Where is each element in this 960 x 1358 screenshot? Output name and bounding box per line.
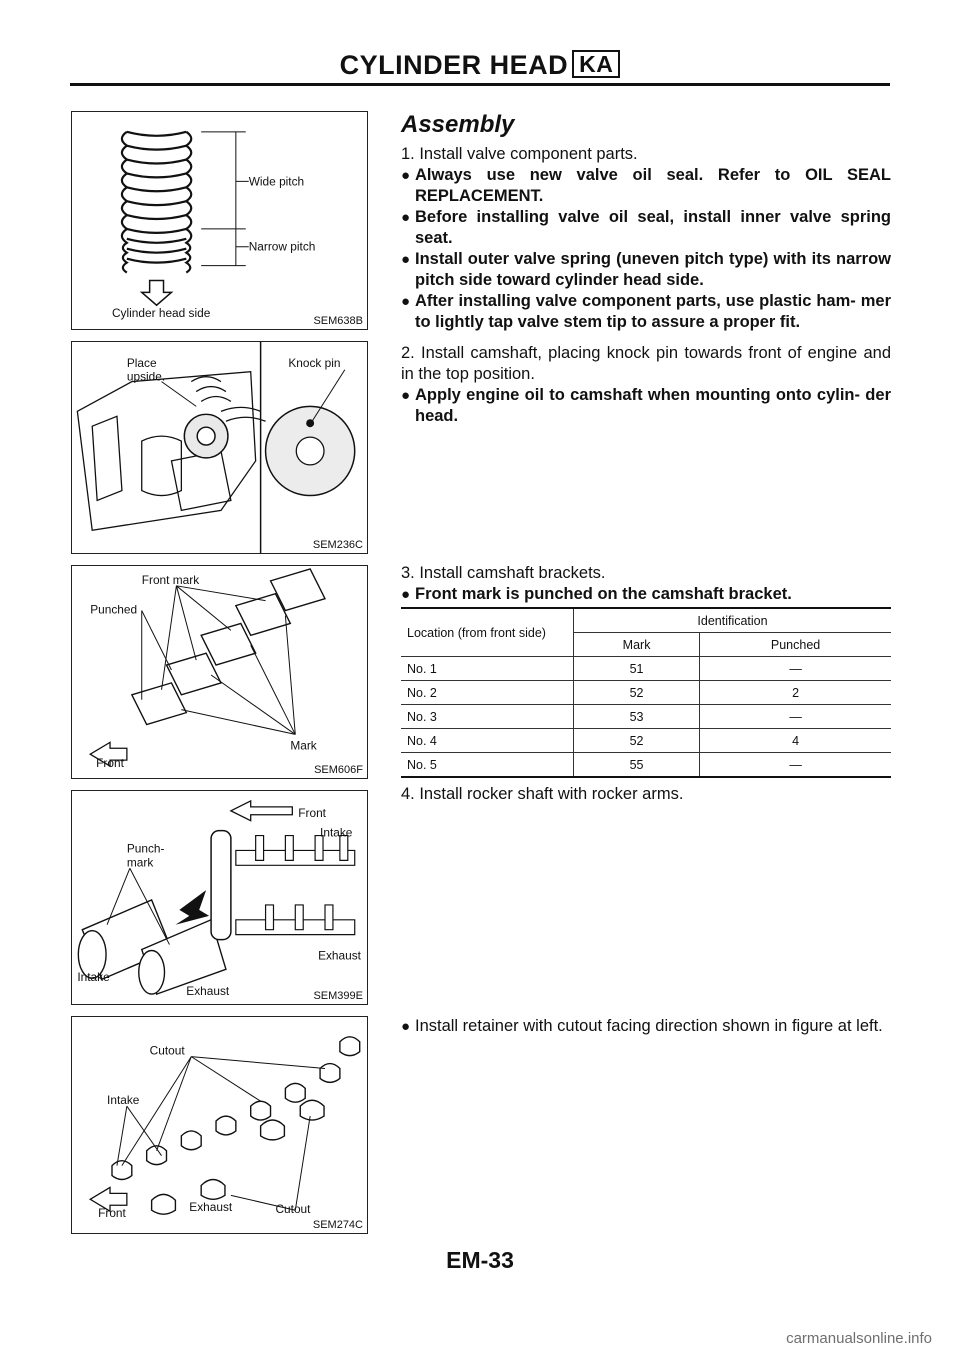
label-cylinder-head-side: Cylinder head side [111,306,211,321]
label-mark: Mark [290,738,317,753]
rocker-shaft-illustration [72,791,367,1004]
bullet-icon: ● [401,251,411,268]
camshaft-brackets-illustration [72,566,367,778]
figure-camshaft-brackets [71,565,368,779]
table-header-location: Location (from front side) [401,608,574,657]
retainer-bullet: ● Install retainer with cutout facing direction shown in figure at left. [401,1017,883,1035]
label-punch-mark-2: mark [126,855,154,870]
table-row: No. 4 52 4 [401,729,891,753]
figure-code: SEM606F [314,764,363,776]
step-1-bullet: ● Before installing valve oil seal, install inner valve spring seat. [401,208,891,247]
label-exhaust: Exhaust [189,1200,233,1215]
label-intake-left: Intake [77,970,110,985]
bracket-identification-table [401,607,891,778]
step-4-text: 4. Install rocker shaft with rocker arms. [401,785,684,803]
engine-badge: KA [572,50,620,78]
step-2-block [401,343,891,427]
figure-retainer-cutout [71,1016,368,1234]
step-1-bullet: ● After installing valve component parts, use plastic ham- mer to lightly tap valve stem tip to assure a proper fit. [401,292,891,331]
step-2-text: 2. Install camshaft, placing knock pin towards front of engine and in the top position. [401,344,891,383]
step-3-block [401,563,891,605]
table-row: No. 1 51 — [401,657,891,681]
label-cutout-top: Cutout [149,1043,185,1058]
table-header-punched: Punched [700,633,891,657]
header-title: CYLINDER HEAD [339,50,569,80]
label-intake-right: Intake [320,825,353,840]
bullet-icon: ● [401,387,411,404]
page-header [0,50,960,81]
label-cutout-bottom: Cutout [275,1202,311,1217]
label-front: Front [96,756,124,771]
label-punch-mark-1: Punch- [126,841,165,856]
step-1-text: 1. Install valve component parts. [401,145,638,163]
valve-spring-illustration [72,112,367,329]
figure-code: SEM638B [313,315,363,327]
label-narrow-pitch: Narrow pitch [248,239,316,254]
label-wide-pitch: Wide pitch [248,174,305,189]
bullet-icon: ● [401,586,411,603]
page-number: EM-33 [446,1247,514,1273]
step-3-text: 3. Install camshaft brackets. [401,564,606,582]
step-1-bullet: ● Install outer valve spring (uneven pitch type) with its narrow pitch side toward cylinder head side. [401,250,891,289]
table-header-identification: Identification [574,608,892,633]
figure-code: SEM274C [312,1219,363,1231]
label-front: Front [298,805,326,820]
label-exhaust-right: Exhaust [318,948,361,963]
figure-camshaft-install [71,341,368,554]
bullet-icon: ● [401,167,411,184]
step-1-bullet: ● Always use new valve oil seal. Refer to OIL SEAL REPLACEMENT. [401,166,891,205]
table-row: No. 5 55 — [401,753,891,778]
bullet-icon: ● [401,293,411,310]
step-1-block [401,144,891,333]
figure-rocker-shaft [71,790,368,1005]
step-3-bullet: ● Front mark is punched on the camshaft bracket. [401,585,792,603]
figure-code: SEM399E [313,990,363,1002]
label-place: Place [126,355,157,370]
section-heading: Assembly [401,111,515,138]
figure-valve-spring [71,111,368,330]
bullet-icon: ● [401,209,411,226]
table-row: No. 3 53 — [401,705,891,729]
label-intake: Intake [107,1093,140,1108]
table-header-mark: Mark [574,633,700,657]
header-rule [70,83,890,86]
retainer-instruction [401,1016,891,1037]
label-exhaust-left: Exhaust [186,984,230,999]
retainer-illustration [72,1017,367,1233]
camshaft-illustration [72,342,367,553]
watermark: carmanualsonline.info [786,1330,932,1347]
label-front-mark: Front mark [141,572,200,587]
bullet-icon: ● [401,1018,411,1035]
label-front: Front [98,1206,126,1221]
figure-code: SEM236C [312,539,363,551]
step-2-bullet: ● Apply engine oil to camshaft when mounting onto cylin- der head. [401,386,891,425]
label-punched: Punched [90,602,138,617]
label-upside: upside. [126,369,166,384]
step-4-block [401,784,891,805]
table-row: No. 2 52 2 [401,681,891,705]
label-knock-pin: Knock pin [288,355,341,370]
